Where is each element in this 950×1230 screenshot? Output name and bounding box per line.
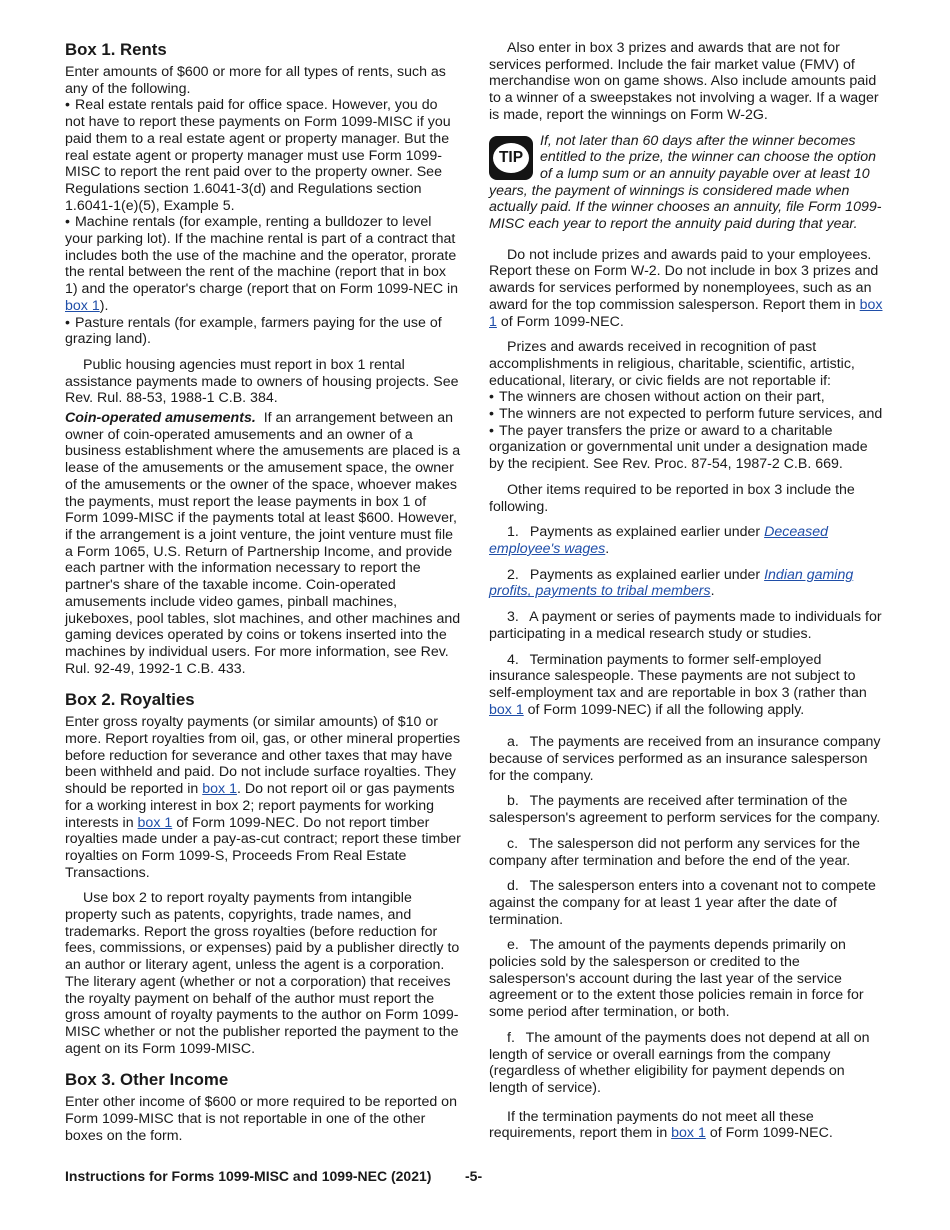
tip-box — [489, 133, 885, 233]
coin-operated-title: Coin-operated amusements. — [65, 410, 256, 427]
box1-intro: Enter amounts of $600 or more for all types of rents, such as any of the following. — [65, 64, 446, 97]
prizes-paragraph: Also enter in box 3 prizes and awards that are not for services performed. Include the fair market value (FMV) of merchandise won on game shows. Also include amounts paid to a winner of a sweepstakes not involving a wager. If a wager is made, report the winnings on Form W-2G. — [489, 40, 879, 123]
recognition-bullet-1: • The winners are chosen without action on their part, — [489, 389, 885, 406]
box1-bullet-pasture: • Pasture rentals (for example, farmers paying for the use of grazing land). — [65, 315, 461, 348]
other-items-paragraph: Other items required to be reported in box 3 include the following. — [489, 481, 855, 515]
condition-e: e. The amount of the payments depends primarily on policies sold by the salesperson or credited to the salesperson's account during the last year of the service agreement or to the extent those policies remain in force for some period after termination, or both. — [489, 937, 864, 1021]
condition-c: c. The salesperson did not perform any services for the company after termination and before the end of the year. — [489, 835, 861, 869]
box1-heading: Box 1. Rents — [65, 40, 167, 59]
box1-bullet-machine: • Machine rentals (for example, renting a bulldozer to level your parking lot). If the machine rental is part of a contract that includes both the use of the machine and the operator, prorate the rental between the rent of the machine (report that in box 1) and the operator's charge (report that on Form 1099-NEC in box 1). — [65, 214, 461, 314]
box1-link[interactable]: box 1 — [65, 297, 100, 314]
tip-icon: TIP — [489, 136, 533, 180]
box3-paragraph-1: Enter other income of $600 or more required to be reported on Form 1099-MISC that is not reportable in one of the other boxes on the form. — [65, 1094, 457, 1144]
recognition-bullet-2: • The winners are not expected to perform future services, and — [489, 406, 885, 423]
item-2: 2. Payments as explained earlier under Indian gaming profits, payments to tribal members. — [489, 566, 854, 600]
box3-heading: Box 3. Other Income — [65, 1070, 229, 1090]
condition-a: a. The payments are received from an insurance company because of services performed as an insurance salesperson for the company. — [489, 734, 881, 784]
final-paragraph: If the termination payments do not meet all these requirements, report them in box 1 of Form 1099-NEC. — [489, 1108, 833, 1142]
box1-link[interactable]: box 1 — [137, 814, 173, 831]
public-housing-paragraph: Public housing agencies must report in box 1 rental assistance payments made to owners of housing projects. See Rev. Rul. 88-53, 1988-1 C.B. 384. — [65, 356, 459, 407]
box1-link[interactable]: box 1 — [202, 781, 237, 798]
condition-f: f. The amount of the payments does not depend at all on length of service or overall earnings from the company (regardless of whether eligibility for payment depends on length of service). — [489, 1029, 870, 1096]
page-number: -5- — [465, 1168, 483, 1184]
item-3: 3. A payment or series of payments made to individuals for participating in a medical research study or studies. — [489, 609, 882, 642]
right-column — [489, 40, 885, 1151]
box2-heading: Box 2. Royalties — [65, 690, 195, 710]
deceased-wages-link[interactable]: Deceased employee's wages — [489, 524, 828, 557]
item-1: 1. Payments as explained earlier under Deceased employee's wages. — [489, 524, 828, 557]
box1-link[interactable]: box 1 — [671, 1125, 706, 1142]
box1-link[interactable]: box 1 — [489, 701, 524, 718]
indian-gaming-link[interactable]: Indian gaming profits, payments to tribal members — [489, 566, 854, 600]
employees-paragraph: Do not include prizes and awards paid to your employees. Report these on Form W-2. Do not include in box 3 prizes and awards for services performed by nonemployees, such as an award for the top commission salesperson. Report them in box 1 of Form 1099-NEC. — [489, 246, 883, 330]
box2-paragraph-1: Enter gross royalty payments (or similar amounts) of $10 or more. Report royalties from oil, gas, or other mineral properties before reduction for severance and other taxes that may have been withheld and paid. Do not include surface royalties. They should be reported in box 1. Do not report oil or gas payments for a working interest in box 2; report payments for working interests in box 1 of Form 1099-NEC. Do not report timber royalties made under a pay-as-cut contract; report these timber royalties on Form 1099-S, Proceeds From Real Estate Transactions. — [65, 714, 461, 881]
box2-paragraph-2: Use box 2 to report royalty payments from intangible property such as patents, copyrights, trade names, and trademarks. Report the gross royalties (before reduction for fees, commissions, or expenses) paid by a publisher directly to an author or literary agent, unless the agent is a corporation. The literary agent (whether or not a corporation) that receives the royalty payment on behalf of the author must report the gross amount of royalty payments to the author on Form 1099-MISC whether or not the publisher reported the payment to the agent on its Form 1099-MISC. — [65, 890, 460, 1057]
item-4: 4. Termination payments to former self-employed insurance salespeople. These payments are not subject to self-employment tax and are reportable in box 3 (rather than box 1 of Form 1099-NEC) if all the following apply. — [489, 651, 867, 718]
tip-text: If, not later than 60 days after the winner becomes entitled to the prize, the winner can choose the option of a lump sum or an annuity payable over at least 10 years, the payment of winnings is considered made when actually paid. If the winner chooses an annuity, file Form 1099-MISC each year to report the annuity paid during that year. — [489, 132, 882, 233]
recognition-paragraph: Prizes and awards received in recognition of past accomplishments in religious, charitable, scientific, artistic, educational, literary, or civic fields are not reportable if: — [489, 339, 855, 389]
left-column — [65, 40, 461, 1153]
recognition-bullet-3: • The payer transfers the prize or award to a charitable organization or governmental unit under a designation made by the recipient. See Rev. Proc. 87-54, 1987-2 C.B. 669. — [489, 423, 885, 473]
box1-bullet-real-estate: • Real estate rentals paid for office space. However, you do not have to report these payments on Form 1099-MISC if you paid them to a real estate agent or property manager. But the real estate agent or property manager must use Form 1099-MISC to report the rent paid over to the property owner. See Regulations section 1.6041-3(d) and Regulations section 1.6041-1(e)(5), Example 5. — [65, 97, 461, 214]
page-footer — [65, 1168, 495, 1185]
box1-link[interactable]: box 1 — [489, 296, 883, 330]
condition-d: d. The salesperson enters into a covenant not to compete against the company for at least 1 year after the date of termination. — [489, 878, 876, 928]
condition-b: b. The payments are received after termination of the salesperson's agreement to perform services for the company. — [489, 793, 881, 827]
coin-operated-paragraph: Coin-operated amusements. If an arrangement between an owner of coin-operated amusements and an owner of a business establishment where the amusements are placed is a lease of the amusements or the amusement space, the owner of the amusements or the owner of the space, whoever makes the payments, must report the lease payments in box 1 of Form 1099-MISC if the payments total at least $600. However, if the arrangement is a joint venture, the joint venture must file a Form 1065, U.S. Return of Partnership Income, and provide each partner with the information necessary to report the partner's share of the taxable income. Coin-operated amusements include video games, pinball machines, jukeboxes, pool tables, slot machines, and other machines and gaming devices operated by coins or tokens inserted into the machines by individual users. For more information, see Rev. Rul. 92-49, 1992-1 C.B. 433. — [65, 410, 461, 677]
footer-title: Instructions for Forms 1099-MISC and 1099-NEC (2021) — [65, 1168, 432, 1184]
